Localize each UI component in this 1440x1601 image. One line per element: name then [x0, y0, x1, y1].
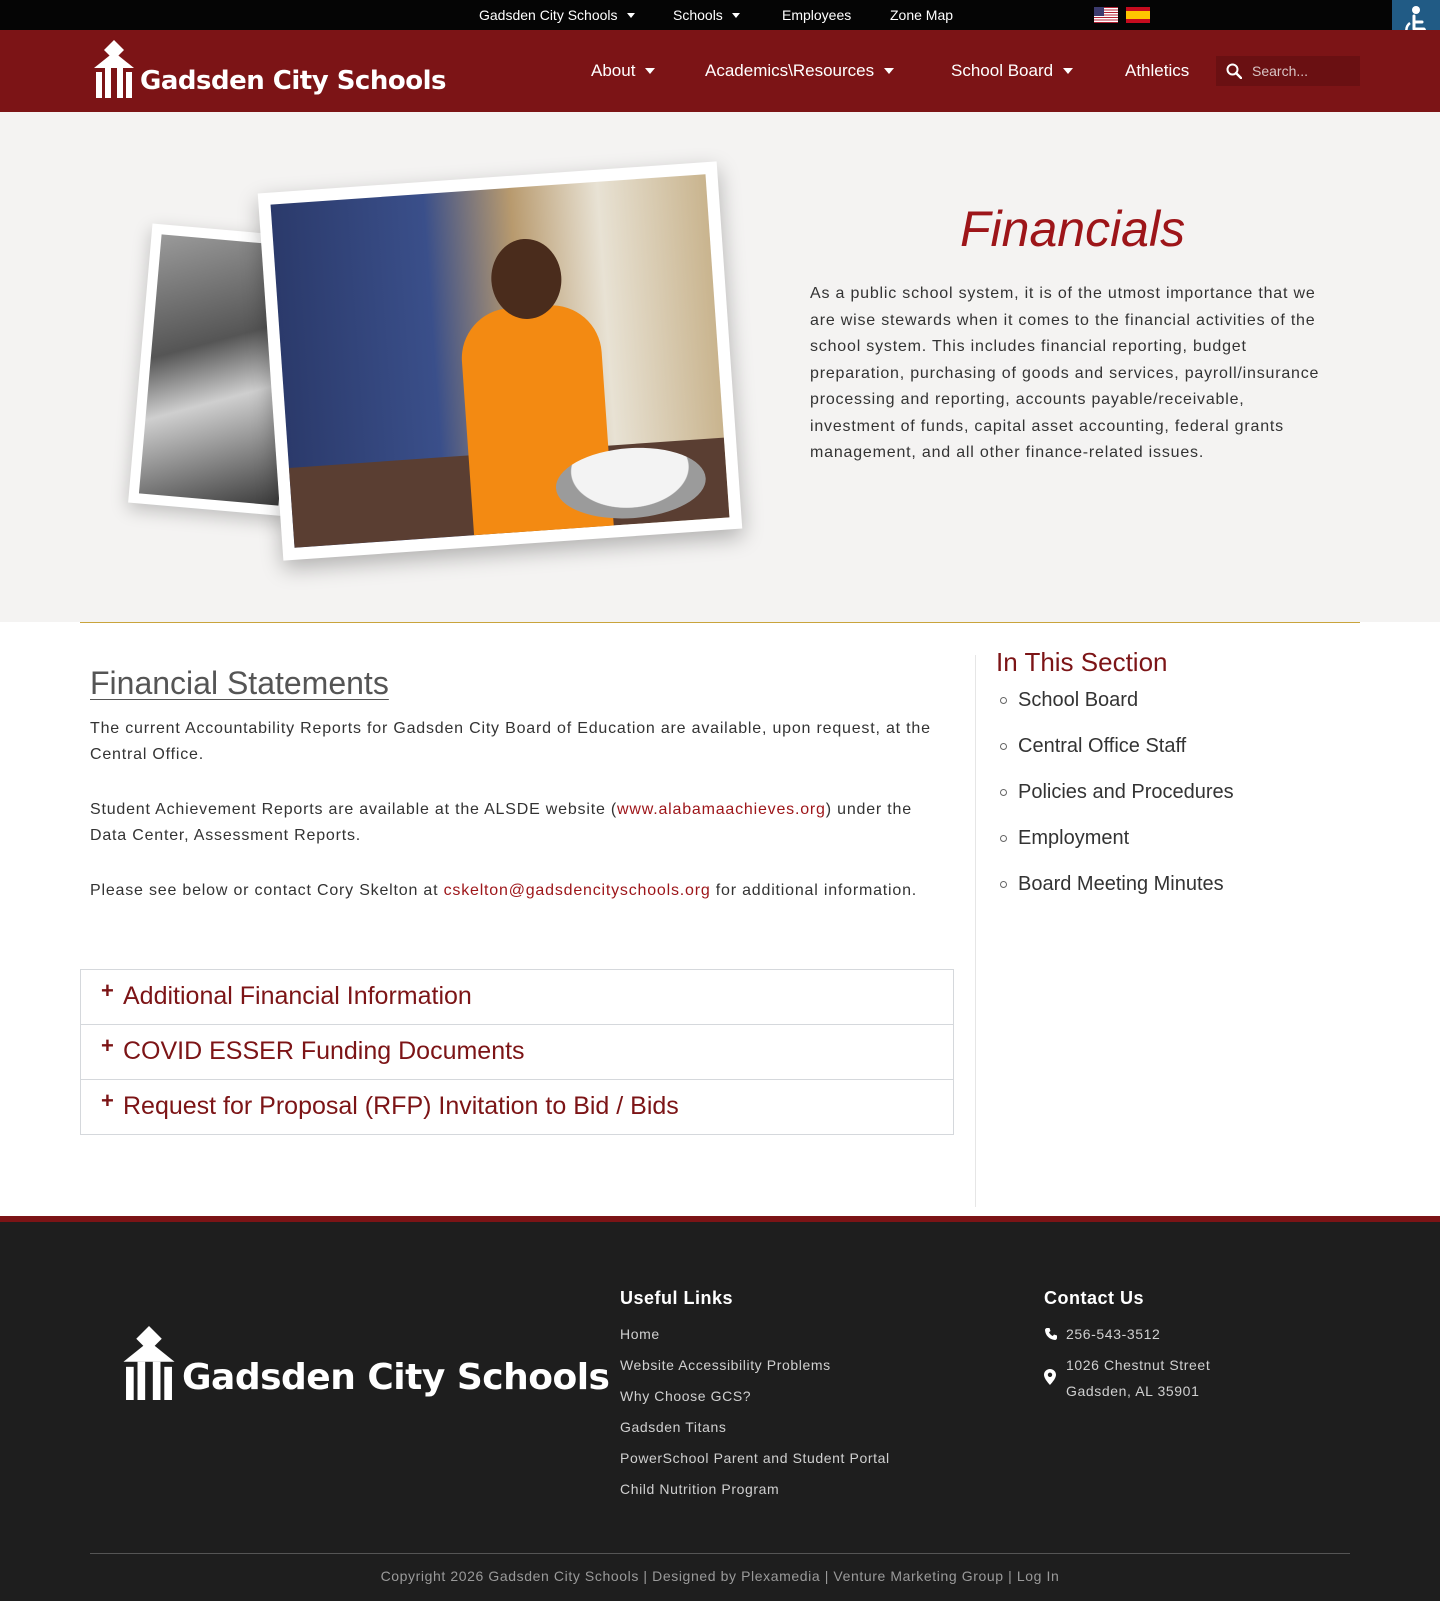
accordion-rfp-bids[interactable]: + Request for Proposal (RFP) Invitation to Bid / Bids [80, 1080, 954, 1135]
caret-down-icon [627, 13, 635, 18]
footer-link-home[interactable]: Home [620, 1326, 660, 1342]
caret-down-icon [645, 68, 655, 74]
caret-down-icon [1063, 68, 1073, 74]
financial-statements-heading[interactable]: Financial Statements [90, 665, 389, 701]
useful-links-list [620, 1324, 890, 1510]
financial-accordion [80, 969, 954, 1135]
hero-description: As a public school system, it is of the utmost importance that we are wise stewards when it comes to the financial activities of the school system. This includes financial reporting, budget preparation, purchasing of goods and services, payroll/insurance processing and reporting, accounts payable/receivable, investment of funds, capital asset accounting, federal grants management, and all other finance-related issues. [810, 285, 1320, 461]
nav-academics-resources[interactable]: Academics\Resources [705, 30, 894, 112]
footer-logo[interactable]: Gadsden City Schools [118, 1326, 609, 1400]
footer-link-accessibility[interactable]: Website Accessibility Problems [620, 1357, 831, 1373]
topbar-schools[interactable]: Schools [673, 0, 740, 30]
hero-section [0, 112, 1440, 622]
spain-flag-icon[interactable] [1126, 7, 1150, 23]
accordion-additional-financial-information[interactable]: + Additional Financial Information [80, 969, 954, 1025]
contact-paragraph: Please see below or contact Cory Skelton at cskelton@gadsdencityschools.org for additional information. [90, 882, 918, 899]
section-link-board-meeting-minutes[interactable]: Board Meeting Minutes [1018, 871, 1234, 917]
plus-icon: + [101, 978, 114, 1003]
footer-link-why-choose[interactable]: Why Choose GCS? [620, 1388, 752, 1404]
accordion-covid-esser-funding[interactable]: + COVID ESSER Funding Documents [80, 1025, 954, 1080]
search-input[interactable] [1250, 62, 1358, 80]
footer-link-titans[interactable]: Gadsden Titans [620, 1419, 727, 1435]
copyright-text: Copyright 2026 Gadsden City Schools | Designed by Plexamedia | Venture Marketing Group | Log In [380, 1568, 1060, 1584]
search-icon[interactable] [1226, 63, 1242, 79]
page-title: Financials [960, 201, 1186, 257]
caret-down-icon [732, 13, 740, 18]
section-divider [80, 622, 1360, 623]
topbar-gadsden-city-schools[interactable]: Gadsden City Schools [479, 0, 635, 30]
section-link-school-board[interactable]: School Board [1018, 687, 1234, 733]
plus-icon: + [101, 1033, 114, 1058]
section-links [1018, 687, 1234, 917]
topbar-employees[interactable]: Employees [782, 7, 852, 23]
main-header [0, 30, 1440, 112]
footer-link-powerschool[interactable]: PowerSchool Parent and Student Portal [620, 1450, 890, 1466]
topbar-zone-map[interactable]: Zone Map [890, 7, 954, 23]
site-logo[interactable]: Gadsden City Schools [90, 40, 446, 98]
nav-athletics[interactable]: Athletics [1125, 61, 1190, 80]
email-link[interactable]: cskelton@gadsdencityschools.org [443, 882, 711, 899]
hero-photo-student-drummer [258, 161, 743, 560]
nav-about[interactable]: About [591, 30, 655, 112]
plus-icon: + [101, 1088, 114, 1113]
contact-us-heading: Contact Us [1044, 1288, 1145, 1308]
footer-divider [90, 1553, 1350, 1554]
footer-link-child-nutrition[interactable]: Child Nutrition Program [620, 1481, 780, 1497]
contact-phone[interactable]: 256-543-3512 [1044, 1321, 1160, 1347]
section-link-central-office-staff[interactable]: Central Office Staff [1018, 733, 1234, 779]
search-box [1216, 56, 1360, 86]
useful-links-heading: Useful Links [620, 1288, 734, 1308]
us-flag-icon[interactable] [1094, 7, 1118, 23]
map-pin-icon [1044, 1352, 1066, 1388]
school-logo-icon [90, 40, 138, 98]
alabamaachieves-link[interactable]: www.alabamaachieves.org [617, 801, 826, 818]
phone-icon [1044, 1321, 1066, 1344]
achievement-paragraph: Student Achievement Reports are available at the ALSDE website (www.alabamaachieves.org) under the Data Center, Assessment Reports. [90, 801, 912, 844]
nav-school-board[interactable]: School Board [951, 30, 1073, 112]
section-link-employment[interactable]: Employment [1018, 825, 1234, 871]
contact-address: 1026 Chestnut Street Gadsden, AL 35901 [1044, 1352, 1210, 1404]
caret-down-icon [884, 68, 894, 74]
sidebar-divider [975, 655, 976, 1207]
school-logo-icon [118, 1326, 180, 1400]
site-footer [0, 1222, 1440, 1601]
in-this-section-heading: In This Section [996, 647, 1168, 677]
section-link-policies-procedures[interactable]: Policies and Procedures [1018, 779, 1234, 825]
top-utility-bar [0, 0, 1440, 30]
accountability-paragraph: The current Accountability Reports for Gadsden City Board of Education are available, upon request, at the Central Office. [90, 720, 931, 763]
